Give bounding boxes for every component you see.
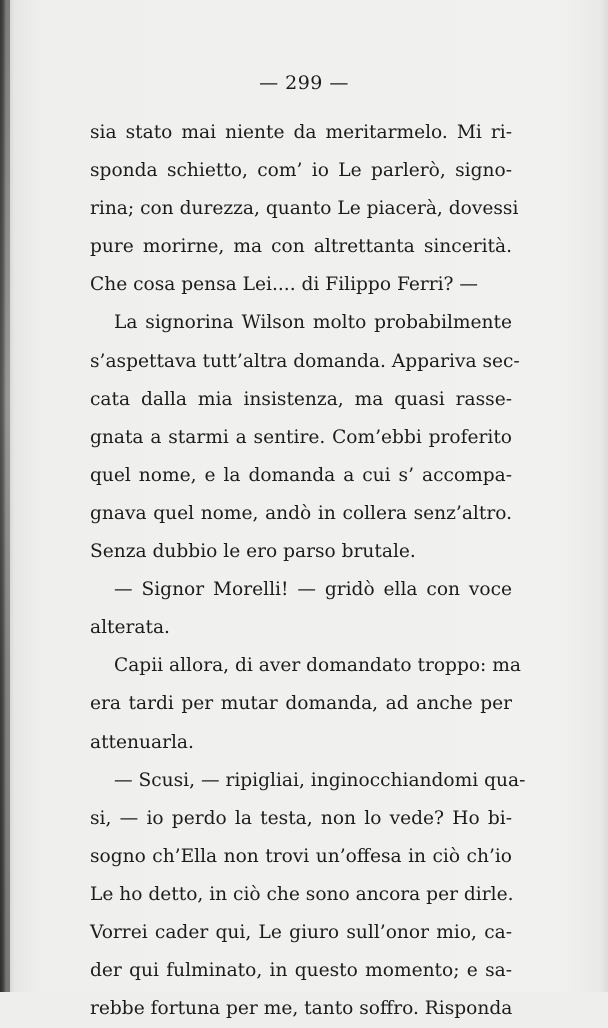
- text-line: rina; con durezza, quanto Le piacerà, dovessi: [90, 198, 519, 220]
- text-line: der qui fulminato, in questo momento; e sa-: [90, 960, 512, 982]
- text-line: Senza dubbio le ero parso brutale.: [90, 541, 416, 563]
- text-line: Che cosa pensa Lei.... di Filippo Ferri? —: [90, 274, 479, 296]
- text-line: — Scusi, — ripigliai, inginocchiandomi qua-: [114, 769, 526, 791]
- text-line: s’aspettava tutt’altra domanda. Appariva sec-: [90, 350, 520, 372]
- text-line: Le ho detto, in ciò che sono ancora per dirle.: [90, 883, 514, 905]
- body-text: [90, 114, 526, 1028]
- text-line: rebbe fortuna per me, tanto soffro. Risponda: [90, 998, 513, 1020]
- text-line: Vorrei cader qui, Le giuro sull’onor mio, ca-: [90, 921, 512, 943]
- text-line: quel nome, e la domanda a cui s’ accompa-: [90, 464, 512, 486]
- text-line: gnava quel nome, andò in collera senz’altro.: [90, 502, 512, 524]
- text-line: sogno ch’Ella non trovi un’offesa in ciò ch’io: [90, 845, 512, 867]
- text-line: La signorina Wilson molto probabilmente: [114, 312, 512, 334]
- text-line: attenuarla.: [90, 731, 194, 753]
- page-number: — 299 —: [259, 72, 349, 94]
- text-line: — Signor Morelli! — gridò ella con voce: [114, 579, 512, 601]
- text-line: alterata.: [90, 617, 170, 639]
- binding-shadow: [0, 0, 10, 992]
- text-line: sponda schietto, com’ io Le parlerò, signo-: [90, 160, 512, 182]
- text-line: pure morirne, ma con altrettanta sincerità.: [90, 236, 512, 258]
- text-line: era tardi per mutar domanda, ad anche per: [90, 693, 512, 715]
- text-line: Capii allora, di aver domandato troppo: ma: [114, 655, 521, 677]
- text-line: gnata a starmi a sentire. Com’ebbi proferito: [90, 426, 512, 448]
- text-line: sia stato mai niente da meritarmelo. Mi ri-: [90, 122, 512, 143]
- text-line: si, — io perdo la testa, non lo vede? Ho bi-: [90, 807, 512, 829]
- text-line: cata dalla mia insistenza, ma quasi rasse-: [90, 388, 512, 410]
